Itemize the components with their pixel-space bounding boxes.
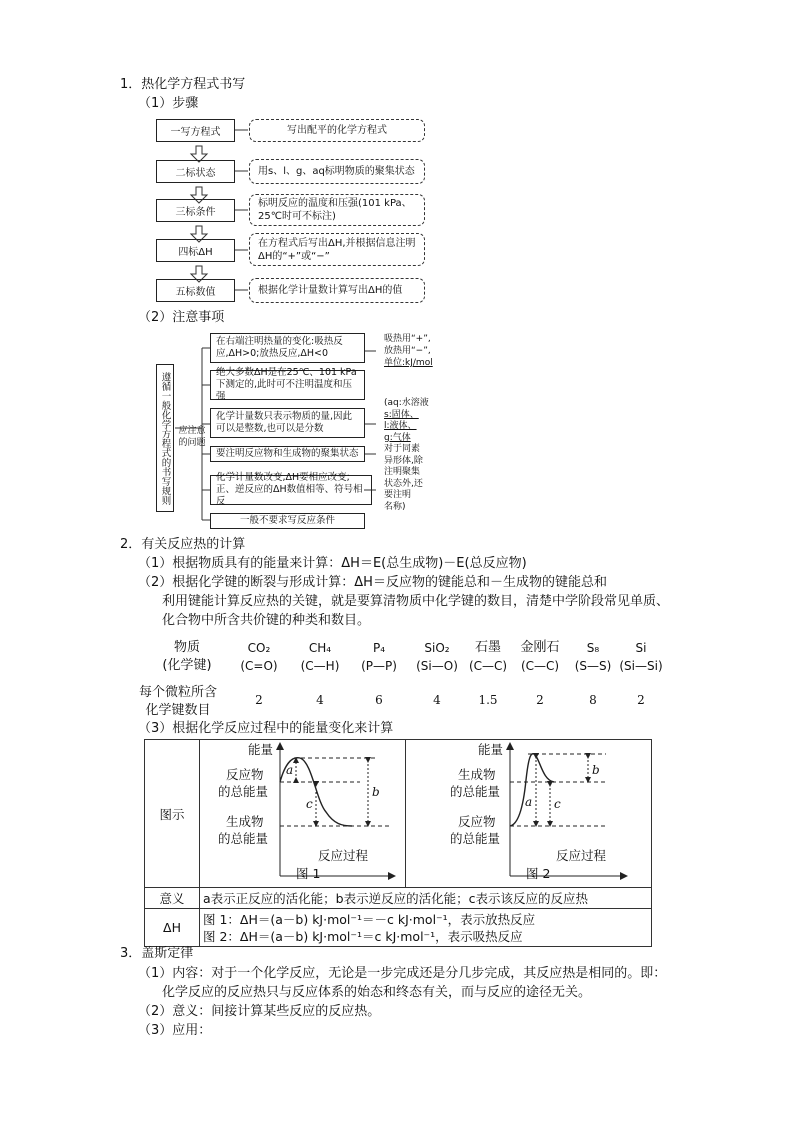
notes-title: （2）注意事项 bbox=[138, 310, 225, 325]
y-axis-label: 能量 bbox=[478, 742, 504, 757]
paragraph: 利用键能计算反应热的关键，就是要算清物质中化学键的数目，清楚中学阶段常见单质、 bbox=[162, 594, 670, 609]
bond-type: (C—H) bbox=[300, 659, 340, 673]
step-description: 在方程式后写出ΔH,并根据信息注明ΔH的“+”或“−” bbox=[249, 233, 425, 266]
delta-h-line: 图 1：ΔH＝(a－b) kJ·mol⁻¹＝－c kJ·mol⁻¹，表示放热反应 bbox=[203, 911, 536, 927]
row-label: 意义 bbox=[145, 888, 200, 909]
rule-label: 遵循一般化学方程式的书写规则 bbox=[156, 364, 174, 512]
lower-label: 反应物 bbox=[458, 814, 496, 829]
bond-type: (C=O) bbox=[240, 659, 278, 673]
bond-row-label: 物质 bbox=[173, 640, 200, 655]
paragraph: （1）内容：对于一个化学反应，无论是一步完成还是分几步完成，其反应热是相同的。即： bbox=[138, 966, 667, 981]
steps-title: （1）步骤 bbox=[138, 96, 199, 111]
paragraph: （2）意义：间接计算某些反应的反应热。 bbox=[138, 1004, 381, 1019]
bond-type: (S—S) bbox=[574, 659, 612, 673]
row-label: ΔH bbox=[145, 909, 200, 947]
step-box: 二标状态 bbox=[156, 160, 235, 183]
bond-substance: Si bbox=[635, 641, 647, 655]
energy-diagram-exothermic bbox=[200, 740, 405, 884]
label-b: b bbox=[372, 785, 380, 799]
note-box: 要注明反应物和生成物的聚集状态 bbox=[210, 446, 365, 462]
bond-count: 8 bbox=[589, 693, 597, 707]
side-note-sign: 吸热用“+”, 放热用“−”, 单位:kJ/mol bbox=[384, 334, 433, 368]
bond-substance: CH₄ bbox=[308, 641, 332, 655]
x-axis-label: 反应过程 bbox=[556, 848, 607, 863]
y-axis-label: 能量 bbox=[248, 742, 274, 757]
step-description: 标明反应的温度和压强(101 kPa、25℃时可不标注) bbox=[249, 194, 425, 226]
energy-diagram-endothermic bbox=[406, 740, 651, 884]
lower-label: 生成物 bbox=[226, 814, 264, 829]
figure-caption: 图 2 bbox=[526, 866, 551, 881]
meaning-cell: a表示正反应的活化能；b表示逆反应的活化能；c表示该反应的反应热 bbox=[200, 888, 652, 909]
label-a: a bbox=[525, 795, 533, 809]
bond-row-label: 每个微粒所含 bbox=[138, 685, 217, 700]
bond-row-sublabel: (化学键) bbox=[162, 658, 212, 673]
paragraph: （3）根据化学反应过程中的能量变化来计算 bbox=[138, 721, 394, 736]
figure-2-cell bbox=[406, 740, 652, 888]
delta-h-line: 图 2：ΔH＝(a－b) kJ·mol⁻¹＝c kJ·mol⁻¹，表示吸热反应 bbox=[203, 928, 523, 944]
upper-label: 的总能量 bbox=[218, 784, 269, 799]
figure-caption: 图 1 bbox=[296, 866, 321, 881]
bond-row-label: 化学键数目 bbox=[145, 703, 211, 718]
bond-count: 1.5 bbox=[478, 693, 498, 707]
step-box: 五标数值 bbox=[156, 279, 235, 302]
bond-type: (Si—O) bbox=[416, 659, 458, 673]
step-description: 写出配平的化学方程式 bbox=[249, 119, 425, 142]
delta-h-cell bbox=[200, 909, 652, 947]
bond-count: 6 bbox=[375, 693, 383, 707]
paragraph: 化学反应的反应热只与反应体系的始态和终态有关，而与反应的途径无关。 bbox=[162, 985, 592, 1000]
upper-label: 的总能量 bbox=[450, 784, 501, 799]
paragraph: （2）根据化学键的断裂与形成计算：ΔH＝反应物的键能总和－生成物的键能总和 bbox=[138, 575, 607, 590]
bond-substance: SiO₂ bbox=[424, 641, 450, 655]
bond-count: 4 bbox=[433, 693, 441, 707]
row-label: 图示 bbox=[145, 740, 200, 888]
lower-label: 的总能量 bbox=[218, 831, 269, 846]
bond-substance: 石墨 bbox=[474, 640, 501, 655]
label-a: a bbox=[286, 763, 294, 777]
section-3-heading: 3．盖斯定律 bbox=[120, 946, 194, 961]
step-box: 四标ΔH bbox=[156, 239, 235, 262]
bond-substance: CO₂ bbox=[247, 641, 271, 655]
bond-count: 2 bbox=[255, 693, 263, 707]
bond-substance: P₄ bbox=[372, 641, 386, 655]
attention-label: 应注意的问题 bbox=[178, 426, 206, 448]
step-description: 用s、l、g、aq标明物质的聚集状态 bbox=[249, 159, 425, 184]
x-axis-label: 反应过程 bbox=[318, 848, 369, 863]
label-c: c bbox=[554, 797, 561, 811]
side-note-state: (aq:水溶液 s:固体、 l:液体、 g:气体 对于同素 异形体,除 注明聚集 状态外,还 要注明 名称) bbox=[384, 398, 429, 512]
bond-count: 2 bbox=[637, 693, 645, 707]
bond-substance: S₈ bbox=[586, 641, 600, 655]
bond-count: 2 bbox=[536, 693, 544, 707]
note-box: 化学计量数只表示物质的量,因此可以是整数,也可以是分数 bbox=[210, 408, 365, 438]
upper-label: 反应物 bbox=[226, 767, 264, 782]
note-box: 在右端注明热量的变化:吸热反应,ΔH>0;放热反应,ΔH<0 bbox=[210, 333, 365, 363]
label-b: b bbox=[592, 763, 600, 777]
note-box: 一般不要求写反应条件 bbox=[210, 513, 365, 529]
upper-label: 生成物 bbox=[458, 767, 496, 782]
reaction-heat-table bbox=[144, 739, 652, 947]
paragraph: （3）应用： bbox=[138, 1023, 212, 1038]
bond-substance: 金刚石 bbox=[520, 640, 560, 655]
step-description: 根据化学计量数计算写出ΔH的值 bbox=[249, 278, 425, 303]
bond-type: (Si—Si) bbox=[619, 659, 663, 673]
bond-type: (P—P) bbox=[361, 659, 397, 673]
section-2-heading: 2．有关反应热的计算 bbox=[120, 537, 246, 552]
bond-type: (C—C) bbox=[468, 659, 508, 673]
step-box: 三标条件 bbox=[156, 199, 235, 222]
bond-type: (C—C) bbox=[520, 659, 560, 673]
note-box: 化学计量数改变,ΔH要相应改变;正、逆反应的ΔH数值相等、符号相反 bbox=[210, 475, 372, 505]
note-box: 绝大多数ΔH是在25℃、101 kPa下测定的,此时可不注明温度和压强 bbox=[210, 370, 365, 400]
figure-1-cell bbox=[200, 740, 406, 888]
step-box: 一写方程式 bbox=[156, 119, 235, 142]
lower-label: 的总能量 bbox=[450, 831, 501, 846]
paragraph: 化合物中所含共价键的种类和数目。 bbox=[162, 613, 371, 628]
paragraph: （1）根据物质具有的能量来计算：ΔH＝E(总生成物)－E(总反应物) bbox=[138, 556, 527, 571]
bond-count: 4 bbox=[316, 693, 324, 707]
section-1-heading: 1．热化学方程式书写 bbox=[120, 77, 246, 92]
energy-curve bbox=[510, 754, 554, 826]
label-c: c bbox=[306, 797, 313, 811]
